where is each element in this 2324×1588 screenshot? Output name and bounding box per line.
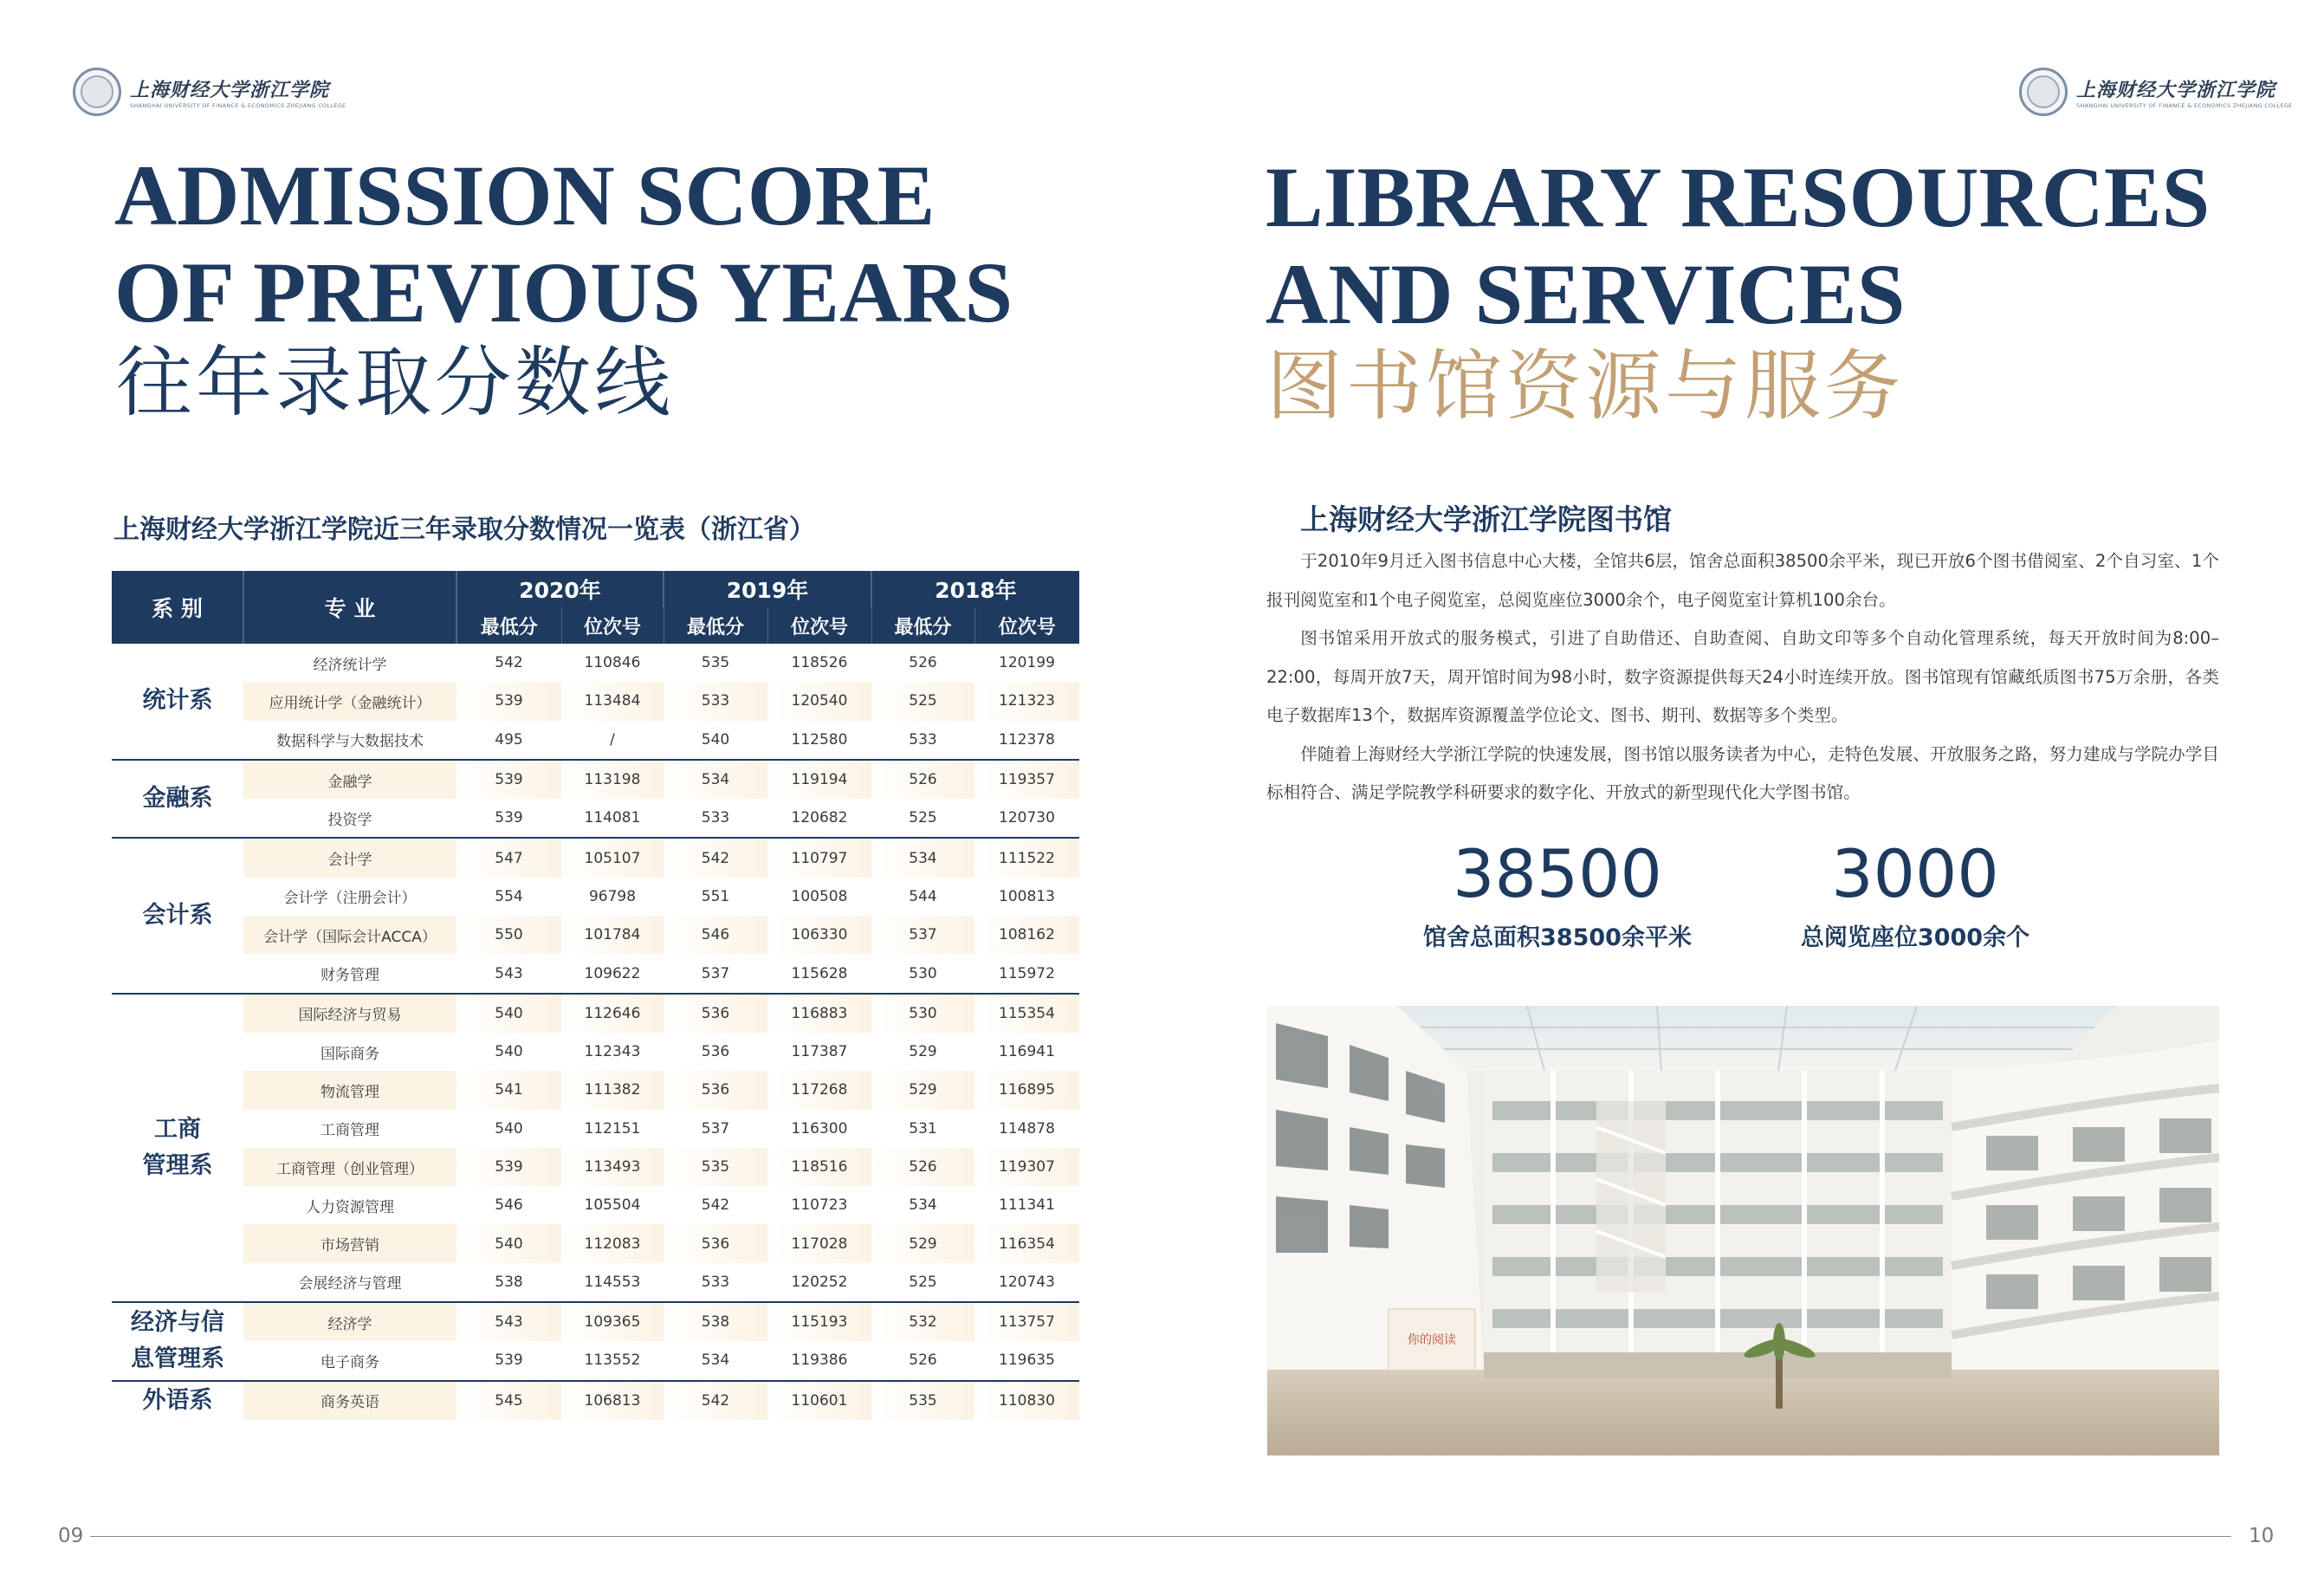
rank-cell: 110830 — [974, 1381, 1079, 1420]
min-score-cell: 539 — [495, 809, 523, 827]
table-row — [112, 1033, 1079, 1071]
rank-cell: 111341 — [999, 1196, 1055, 1215]
table-row — [112, 1110, 1079, 1148]
min-score-cell: 529 — [909, 1043, 937, 1061]
major-cell: 人力资源管理 — [306, 1198, 394, 1216]
table-row — [112, 916, 1079, 954]
rank-cell: 119635 — [999, 1351, 1055, 1370]
college-seal-icon — [2019, 68, 2068, 116]
header-year-2018: 2018年 — [871, 571, 1079, 607]
table-row — [112, 682, 1079, 720]
rank-cell: 112378 — [999, 730, 1055, 749]
min-score-cell: 547 — [456, 838, 561, 877]
rank-cell: 115972 — [999, 964, 1055, 982]
major-cell: 市场营销 — [243, 1224, 456, 1262]
rank-cell: 114553 — [584, 1273, 641, 1291]
rank-cell: 113757 — [974, 1302, 1079, 1341]
min-score-cell: 537 — [701, 1119, 730, 1138]
min-score-cell: 543 — [495, 964, 523, 982]
rank-cell: 112343 — [584, 1043, 641, 1061]
rank-cell: 114878 — [999, 1119, 1055, 1138]
table-row — [112, 799, 1079, 838]
paragraph: 于2010年9月迁入图书信息中心大楼，全馆共6层，馆舍总面积38500余平米，现已开放6个图书借阅室、2个自习室、1个报刊阅览室和1个电子阅览室，总阅览座位3000余个，电子阅览室计算机100余台。 — [1266, 551, 2219, 610]
rank-cell: 113198 — [561, 760, 664, 799]
rank-cell: 117268 — [767, 1071, 871, 1109]
table-row — [112, 1341, 1079, 1380]
rank-cell: 119357 — [974, 760, 1079, 799]
rank-cell: 120252 — [791, 1273, 848, 1291]
rank-cell: 100508 — [791, 887, 848, 905]
rank-cell: 120199 — [999, 654, 1055, 672]
library-title-cn: 图书馆资源与服务 — [1266, 341, 1905, 431]
min-score-cell: 550 — [456, 916, 561, 954]
min-score-cell: 526 — [909, 654, 937, 672]
page-number-left: 09 — [58, 1525, 84, 1547]
min-score-cell: 545 — [456, 1381, 561, 1420]
rank-cell: 119194 — [767, 760, 871, 799]
rank-cell: 121323 — [974, 682, 1079, 720]
college-seal-icon — [73, 68, 121, 116]
library-description — [1266, 542, 2219, 813]
min-score-cell: 535 — [664, 1148, 767, 1186]
min-score-cell: 533 — [664, 682, 767, 720]
library-title-en-line2: AND SERVICES — [1266, 246, 1906, 342]
rank-cell: 120540 — [767, 682, 871, 720]
min-score-cell: 540 — [701, 730, 730, 749]
min-score-cell: 554 — [495, 887, 523, 905]
logo-text-en: SHANGHAI UNIVERSITY OF FINANCE & ECONOMICS ZHEJIANG COLLEGE — [2076, 101, 2293, 109]
min-score-cell: 529 — [871, 1224, 974, 1262]
table-row — [112, 1186, 1079, 1224]
min-score-cell: 542 — [664, 1381, 767, 1420]
major-cell: 国际商务 — [320, 1045, 379, 1063]
rank-cell: / — [610, 730, 615, 749]
major-cell: 会计学 — [243, 838, 456, 877]
min-score-cell: 542 — [701, 1196, 730, 1215]
table-row — [112, 1224, 1079, 1262]
stat-area-label: 馆舍总面积38500余平米 — [1423, 924, 1692, 951]
major-cell: 电子商务 — [320, 1353, 379, 1371]
rank-cell: 117028 — [767, 1224, 871, 1262]
page-title-en-line1: ADMISSION SCORE — [114, 147, 935, 243]
rank-cell: 100813 — [999, 887, 1055, 905]
min-score-cell: 534 — [909, 1196, 937, 1215]
rank-cell: 119386 — [791, 1351, 848, 1370]
min-score-cell: 526 — [871, 1148, 974, 1186]
major-cell: 数据科学与大数据技术 — [276, 733, 424, 751]
min-score-cell: 536 — [664, 994, 767, 1033]
footer-rule — [90, 1536, 2231, 1537]
library-atrium-photo — [1267, 1006, 2219, 1455]
table-row — [112, 1148, 1079, 1186]
header-min-2020: 最低分 — [456, 607, 561, 644]
table-row — [112, 1071, 1079, 1109]
major-cell: 会计学（注册会计） — [283, 890, 417, 908]
rank-cell: 110723 — [791, 1196, 848, 1215]
min-score-cell: 533 — [909, 730, 937, 749]
min-score-cell: 540 — [495, 1119, 523, 1138]
min-score-cell: 530 — [871, 994, 974, 1033]
logo-text-cn: 上海财经大学浙江学院 — [2076, 78, 2276, 101]
rank-cell: 120743 — [999, 1273, 1055, 1291]
rank-cell: 118526 — [791, 654, 848, 672]
min-score-cell: 534 — [871, 838, 974, 877]
major-cell: 工商管理（创业管理） — [243, 1148, 456, 1186]
rank-cell: 112151 — [584, 1119, 641, 1138]
rank-cell: 110797 — [767, 838, 871, 877]
library-title-en-line1: LIBRARY RESOURCES — [1266, 149, 2211, 245]
rank-cell: 101784 — [561, 916, 664, 954]
header-rank-2018: 位次号 — [974, 607, 1079, 644]
min-score-cell: 540 — [495, 1043, 523, 1061]
page-title-cn: 往年录取分数线 — [116, 338, 675, 427]
min-score-cell: 495 — [495, 730, 523, 749]
header-dept: 系 别 — [112, 571, 243, 644]
dept-cell: 工商 管理系 — [112, 994, 243, 1302]
min-score-cell: 539 — [456, 1148, 561, 1186]
table-row — [112, 954, 1079, 993]
college-logo-right — [2019, 68, 2292, 116]
min-score-cell: 539 — [456, 682, 561, 720]
rank-cell: 109622 — [584, 964, 641, 982]
min-score-cell: 540 — [456, 1224, 561, 1262]
min-score-cell: 544 — [909, 887, 937, 905]
min-score-cell: 551 — [701, 887, 730, 905]
table-row — [112, 721, 1079, 760]
major-cell: 应用统计学（金融统计） — [243, 682, 456, 720]
table-row — [112, 838, 1079, 877]
min-score-cell: 535 — [701, 654, 730, 672]
rank-cell: 116354 — [974, 1224, 1079, 1262]
rank-cell: 119307 — [974, 1148, 1079, 1186]
rank-cell: 108162 — [974, 916, 1079, 954]
min-score-cell: 525 — [909, 809, 937, 827]
rank-cell: 110846 — [584, 654, 641, 672]
page-number-right: 10 — [2249, 1525, 2275, 1547]
rank-cell: 106813 — [561, 1381, 664, 1420]
library-name: 上海财经大学浙江学院图书馆 — [1300, 502, 1672, 536]
dept-cell: 金融系 — [112, 760, 243, 839]
min-score-cell: 533 — [701, 809, 730, 827]
stat-area — [1410, 837, 1705, 952]
min-score-cell: 540 — [456, 994, 561, 1033]
rank-cell: 96798 — [588, 887, 637, 905]
min-score-cell: 539 — [456, 760, 561, 799]
min-score-cell: 536 — [701, 1043, 730, 1061]
page-title-en-line2: OF PREVIOUS YEARS — [114, 244, 1013, 340]
min-score-cell: 531 — [909, 1119, 937, 1138]
paragraph: 图书馆采用开放式的服务模式，引进了自助借还、自助查阅、自助文印等多个自动化管理系统，每天开放时间为8:00–22:00，每周开放7天，周开馆时间为98小时，数字资源提供每天24小时连续开放。图书馆现有馆藏纸质图书75万余册，各类电子数据库13个，数据库资源覆盖学位论文、图书、期刊、数据等多个类型。 — [1266, 628, 2219, 725]
rank-cell: 115354 — [974, 994, 1079, 1033]
major-cell: 财务管理 — [320, 967, 379, 985]
rank-cell: 105504 — [584, 1196, 641, 1215]
rank-cell: 109365 — [561, 1302, 664, 1341]
major-cell: 商务英语 — [243, 1381, 456, 1420]
header-min-2018: 最低分 — [871, 607, 974, 644]
paragraph: 伴随着上海财经大学浙江学院的快速发展，图书馆以服务读者为中心，走特色发展、开放服务之路，努力建成与学院办学目标相符合、满足学院教学科研要求的数字化、开放式的新型现代化大学图书馆。 — [1266, 743, 2219, 802]
stat-area-number: 38500 — [1453, 835, 1662, 912]
dept-cell: 外语系 — [112, 1381, 243, 1420]
rank-cell: 116941 — [999, 1043, 1055, 1061]
rank-cell: 111522 — [974, 838, 1079, 877]
header-year-2019: 2019年 — [664, 571, 871, 607]
min-score-cell: 530 — [909, 964, 937, 982]
min-score-cell: 525 — [871, 682, 974, 720]
rank-cell: 112083 — [561, 1224, 664, 1262]
rank-cell: 115193 — [767, 1302, 871, 1341]
rank-cell: 115628 — [791, 964, 848, 982]
major-cell: 经济学 — [243, 1302, 456, 1341]
rank-cell: 113493 — [561, 1148, 664, 1186]
rank-cell: 116883 — [767, 994, 871, 1033]
min-score-cell: 526 — [909, 1351, 937, 1370]
major-cell: 经济统计学 — [313, 656, 387, 674]
min-score-cell: 539 — [495, 1351, 523, 1370]
major-cell: 工商管理 — [320, 1122, 379, 1140]
rank-cell: 118516 — [767, 1148, 871, 1186]
header-year-2020: 2020年 — [456, 571, 664, 607]
college-logo — [73, 68, 346, 116]
table-row — [112, 1302, 1079, 1341]
min-score-cell: 546 — [664, 916, 767, 954]
major-cell: 投资学 — [327, 811, 372, 829]
rank-cell: 117387 — [791, 1043, 848, 1061]
min-score-cell: 534 — [664, 760, 767, 799]
major-cell: 物流管理 — [243, 1071, 456, 1109]
min-score-cell: 532 — [871, 1302, 974, 1341]
table-row — [112, 644, 1079, 682]
major-cell: 金融学 — [243, 760, 456, 799]
header-major: 专 业 — [243, 571, 456, 644]
rank-cell: 112580 — [791, 730, 848, 749]
dept-cell: 会计系 — [112, 838, 243, 993]
rank-cell: 113484 — [561, 682, 664, 720]
header-rank-2020: 位次号 — [561, 607, 664, 644]
admission-score-table — [112, 571, 1079, 1420]
min-score-cell: 534 — [701, 1351, 730, 1370]
dept-cell: 经济与信 息管理系 — [112, 1302, 243, 1381]
min-score-cell: 536 — [664, 1224, 767, 1262]
stat-seats — [1785, 837, 2045, 952]
major-cell: 会计学（国际会计ACCA） — [243, 916, 456, 954]
min-score-cell: 536 — [664, 1071, 767, 1109]
min-score-cell: 533 — [701, 1273, 730, 1291]
min-score-cell: 542 — [495, 654, 523, 672]
logo-text-cn: 上海财经大学浙江学院 — [130, 78, 330, 101]
table-row — [112, 1381, 1079, 1420]
min-score-cell: 546 — [495, 1196, 523, 1215]
table-row — [112, 1263, 1079, 1302]
banner-text: 你的阅读 — [1408, 1333, 1456, 1347]
logo-text-en: SHANGHAI UNIVERSITY OF FINANCE & ECONOMICS ZHEJIANG COLLEGE — [130, 101, 346, 109]
table-row — [112, 760, 1079, 799]
min-score-cell: 535 — [871, 1381, 974, 1420]
header-rank-2019: 位次号 — [767, 607, 871, 644]
rank-cell: 105107 — [561, 838, 664, 877]
min-score-cell: 538 — [664, 1302, 767, 1341]
table-row — [112, 878, 1079, 916]
stat-seats-label: 总阅览座位3000余个 — [1800, 924, 2030, 951]
min-score-cell: 526 — [871, 760, 974, 799]
stat-seats-number: 3000 — [1831, 835, 1999, 912]
rank-cell: 116895 — [974, 1071, 1079, 1109]
min-score-cell: 537 — [871, 916, 974, 954]
min-score-cell: 529 — [871, 1071, 974, 1109]
min-score-cell: 538 — [495, 1273, 523, 1291]
min-score-cell: 543 — [456, 1302, 561, 1341]
min-score-cell: 525 — [909, 1273, 937, 1291]
rank-cell: 116300 — [791, 1119, 848, 1138]
min-score-cell: 542 — [664, 838, 767, 877]
min-score-cell: 541 — [456, 1071, 561, 1109]
table-row — [112, 994, 1079, 1033]
rank-cell: 112646 — [561, 994, 664, 1033]
rank-cell: 120730 — [999, 809, 1055, 827]
rank-cell: 113552 — [584, 1351, 641, 1370]
min-score-cell: 537 — [701, 964, 730, 982]
header-min-2019: 最低分 — [664, 607, 767, 644]
rank-cell: 106330 — [767, 916, 871, 954]
table-body — [112, 644, 1079, 1420]
rank-cell: 120682 — [791, 809, 848, 827]
table-caption: 上海财经大学浙江学院近三年录取分数情况一览表（浙江省） — [113, 515, 815, 545]
major-cell: 会展经济与管理 — [298, 1275, 402, 1293]
rank-cell: 111382 — [561, 1071, 664, 1109]
dept-cell: 统计系 — [112, 644, 243, 760]
major-cell: 国际经济与贸易 — [243, 994, 456, 1033]
rank-cell: 114081 — [584, 809, 641, 827]
rank-cell: 110601 — [767, 1381, 871, 1420]
